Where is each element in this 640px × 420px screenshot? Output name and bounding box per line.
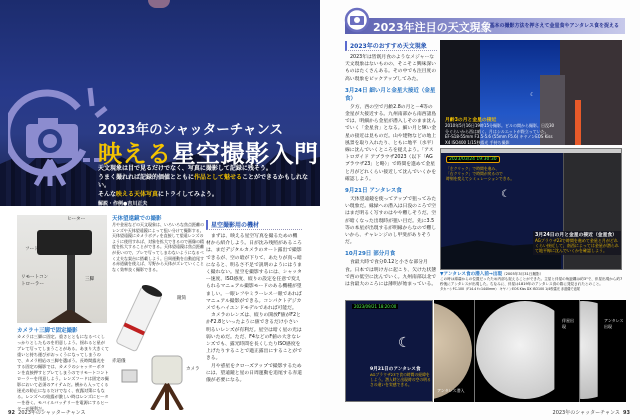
left-footer [8,409,85,416]
hero-title [98,134,319,169]
caption-exif: EF-S18-55mm F3.5-5.6 (55mm F5.6) キヤノンEOS Kiss X4 ISO400 1/15秒露光 手持ち撮影 [445,134,553,145]
paragraph: 天体望遠鏡を使ってアップで狙ってみたい現象だ。縁緑への潜入は日没のころで空はまだ明るく写すのはやや難しそうだ。空が暗くなった出現時が狙い目だ。先に3.5等の本星が出現するが明縁からなので難しいから、チャレンジのし甲斐がありそうだ。 [345,197,437,246]
lead-line: 天文現象は目で見るだけでなく、写真に撮影して記録に残そう。 [98,165,272,172]
hero-title-rest: 星空撮影入門 [171,140,319,168]
header-subtitle: 基本の撮影方法を押さえて金星食やアンタレス食を捉える [489,23,619,29]
label-companion: 伴星出現 [562,318,574,329]
camera-tripod-logo-icon [8,80,108,190]
section-header-bar [345,18,625,34]
photo-caption [445,118,555,145]
page-number: 92 [8,410,15,416]
section-heading: 2023年のおすすめ天文現象 [345,41,437,51]
events-article [345,41,437,288]
sim-caption: 9月21日のアンタレス食 AGブラウザ23で食の時間の経緯をしよう。潜入時と出現時の空の明るさの違いを実感できる。 [370,367,431,387]
camera-tripod-logo-icon [343,6,371,34]
moon-crescent-icon: ☾ [501,189,510,200]
moon-image-ingress [434,302,472,400]
label-remote: リモートコントローラー [21,275,49,287]
sim-instructions: 「左クリック」で時間を進み、 「右クリック」で時間が戻るので 時刻を変えてシミュレーションできる。 [446,166,515,181]
hero-subtitle: 2023年のシャッターチャンス [98,122,283,138]
equipment-article [206,220,302,384]
caption-body: 月や金星などの天文現象は、いろいろな焦点距離のレンズや天体望遠鏡によって狙い分けて撮影する。天体望遠鏡にカメラボディを直接して望遠レンズのように使用すれば、対象を拡大できるので画像の精度を拡大することができる。天体望遠鏡は焦点距離が長いので、ブレで写ってしまわないようになるべく丈夫な架台に搭載しよう。日周運動を自動追尾する赤道儀を使えば、写野から天体がズレていくことなく効率良く撮影できる。 [112,222,204,272]
event-heading: 9月21日 アンタレス食 [345,188,402,195]
paragraph: まずは、映える星空写真を撮るための機材から紹介しよう。日が沈み残照があるころは、まだデジタルカメラのオート露出で撮影できるが、空の暗が下りて、あたりが真っ暗になると、明るさ不足で説明のようにはうまく撮れない。星空を撮影するには、シャッター速度、ISO感度、絞りの設定を任意で変えられるマニュアル撮影モードのある機種が望ましい。一眼レフやミラーレス一眼であればマニュアル撮影ができる。コンパクトデジカメでもハイエンドモデルであれば可能だ。 [206,234,302,312]
label-camera: カメラ [186,367,200,372]
sky-simulator-window-march [440,148,622,270]
label-ingress: アンタレス潜入 [437,388,465,393]
right-footer [553,409,630,416]
caption-body: カメラは三脚に固定。重さとともになるべくしっかりとしたものを用意しよう。揺れると星がブレて写ってしまうことがある。あまり大きくて重いと持ち運びがおっくうになってしまうので、カメラ相応の三脚を選ぼう。長時間露光をする固定の撮影では、カメラのシャッターボタンを直接押すとブレてしまうのでリモートコントローラーを用意しよう。レンズフードは固定の撮影において必須のアイテムだ。横から入ってくる迷光の防止になるだけでなく、夜露対策にもなる。レンズへの結露が激しい時はレンズにヒーターを巻く。モバイルバッテリーを電源にするヒーターが便利だ。 [17,334,109,411]
paragraph: 月や惑星をクローズアップで撮影するためには、望遠鏡と星の日周運動を追尾する赤道儀が必要になる。 [206,363,302,384]
hero-lead [98,165,320,209]
lead-line: そんな映える天体写真にトライしてみよう。 [98,190,218,198]
label-tripod: 三脚 [85,277,95,282]
sim-datetime[interactable]: 2023/09/21 18:20:00 [354,304,397,309]
lead-line: うまく撮れれば記録的価値とともに作品として魅せることができるかもしれない。 [98,173,309,189]
label-hood: フード [25,247,39,252]
moon-image-companion [476,301,574,399]
label-egress: アンタレス出現 [604,318,624,329]
section-heading: 星空撮影用の機材 [206,220,302,230]
sim-caption: 3月24日の月と金星の接近（金星食） AGブラウザ23で時間を進めて金星と月がどれくらい接近して、南西によっては金星が潜られて地平線に沈んでいくかを確認しよう。 [533,231,621,255]
antares-occultation-moon-photos [434,300,626,402]
credit: 解説・作例●吉川正夫 [98,201,148,207]
label-mount: 赤道儀 [112,359,126,364]
caption-heading: 天体望遠鏡での撮影 [112,216,162,222]
moon-image [148,0,170,8]
event-heading: 10月29日 部分月食 [345,251,396,258]
footer-label: 2023年のシャッターチャンス [552,410,620,416]
camera-on-tripod-photo [17,215,107,323]
caption-heading: ▼アンタレス食の潜入前→出現 [440,272,503,277]
hero-night-city-photo [0,0,320,206]
caption-exif: タカハシFC-100（F14.4 f=1440mm） キヤノンEOS Kiss DX ISO100 1/4秒露光 赤道儀で追尾 [440,287,580,291]
header-title: 2023年注目の天文現象 [373,21,492,34]
antares-caption [440,272,625,292]
moon-venus-city-photo: ☾ 月齢3の月と金星の接近 2010年5月16日19時15分撮影。ビルの間から撮影。日没30分ぐらいから西は暗く、月はシルエットが際立っていた。 EF-S18-55mm F3.5-5.6 (55mm F5.6) キヤノンEOS Kiss X4 ISO400 1/15秒露光 手持ち撮影 [440,40,622,145]
page-number: 93 [623,410,630,416]
paragraph: 夕方、西の空で月齢2.8の月と－4等の金星が大接近する。九州南部から南西諸島では、明細から金星が潜入しそのまま沈んでいく「金星食」となる。細い月と輝い金星の接近は見ものだ。山や建物などの地上風景を取り入れたり、ともに地平（水平）線に沈んでいくところを捉えよう。「アストロガイド アプラウザ2023（以下「AGブラウザ23」と略）」で時間を進めて金星と月がどれくらい接近して沈んでいくかを確認しよう。 [345,104,437,182]
moon-crescent-icon: ☾ [398,335,411,351]
label-tube: 鏡筒 [177,296,186,301]
paragraph: 食最大時で食分0.12と小さな部分月食。日本では明け方に起こり、欠けた状態で西の低空に沈んでいく。九州南部以北では食最大のころには薄明が始まっている。 [345,260,437,288]
hero-title-highlight: 映える [98,140,172,168]
camera-caption [17,326,109,412]
label-heater: ヒーター [67,217,86,222]
paragraph: カメラのレンズは、絞りの開放F値がF2とかF2.8といったように値できるだけ小さい明るいレンズが有利だ。星空は暗く星の光は弱いためだ。ただ、F4などのF値の大きなレンズでも、露光時間を長くしたりISO感度を上げたりすることで適正露出にすることができる。 [206,313,302,362]
caption-body: 2010年5月16日19時15分撮影。ビルの間から撮影。日没30分ぐらいから西は暗く、月はシルエットが際立っていた。 [445,123,555,134]
caption-heading: 月齢3の月と金星の接近 [445,118,497,123]
sky-simulator-window-september [345,300,433,402]
telescope-photo [112,284,204,410]
sim-datetime[interactable]: 2023/03/24 19:30:30 [446,156,500,163]
event-heading: 3月24日 細い月と金星大接近（金星食） [345,87,436,102]
caption-body: この時は薄暮からの位置だったため内部も捉えることができた。主星と伴星の角距離は約3"で、伴星出現から約7秒後にアンタレスが出現した。ちなみに、伴星は1819年のアンタレス食の際に発見されたとのこと。 [440,277,623,286]
caption-date: （2005年3月31日撮影） [502,272,544,276]
paragraph: 2023年は皆既月食のようなメジャーな天文現象はないものの、そこそこ興味深いものはたくさんある。その中でも注目度の高い現象をピックアップしてみた。 [345,55,437,82]
right-page [320,0,640,420]
caption-heading: カメラ＋三脚で固定撮影 [17,328,78,334]
telescope-caption [112,214,204,272]
footer-label: 2023年のシャッターチャンス [18,410,86,416]
